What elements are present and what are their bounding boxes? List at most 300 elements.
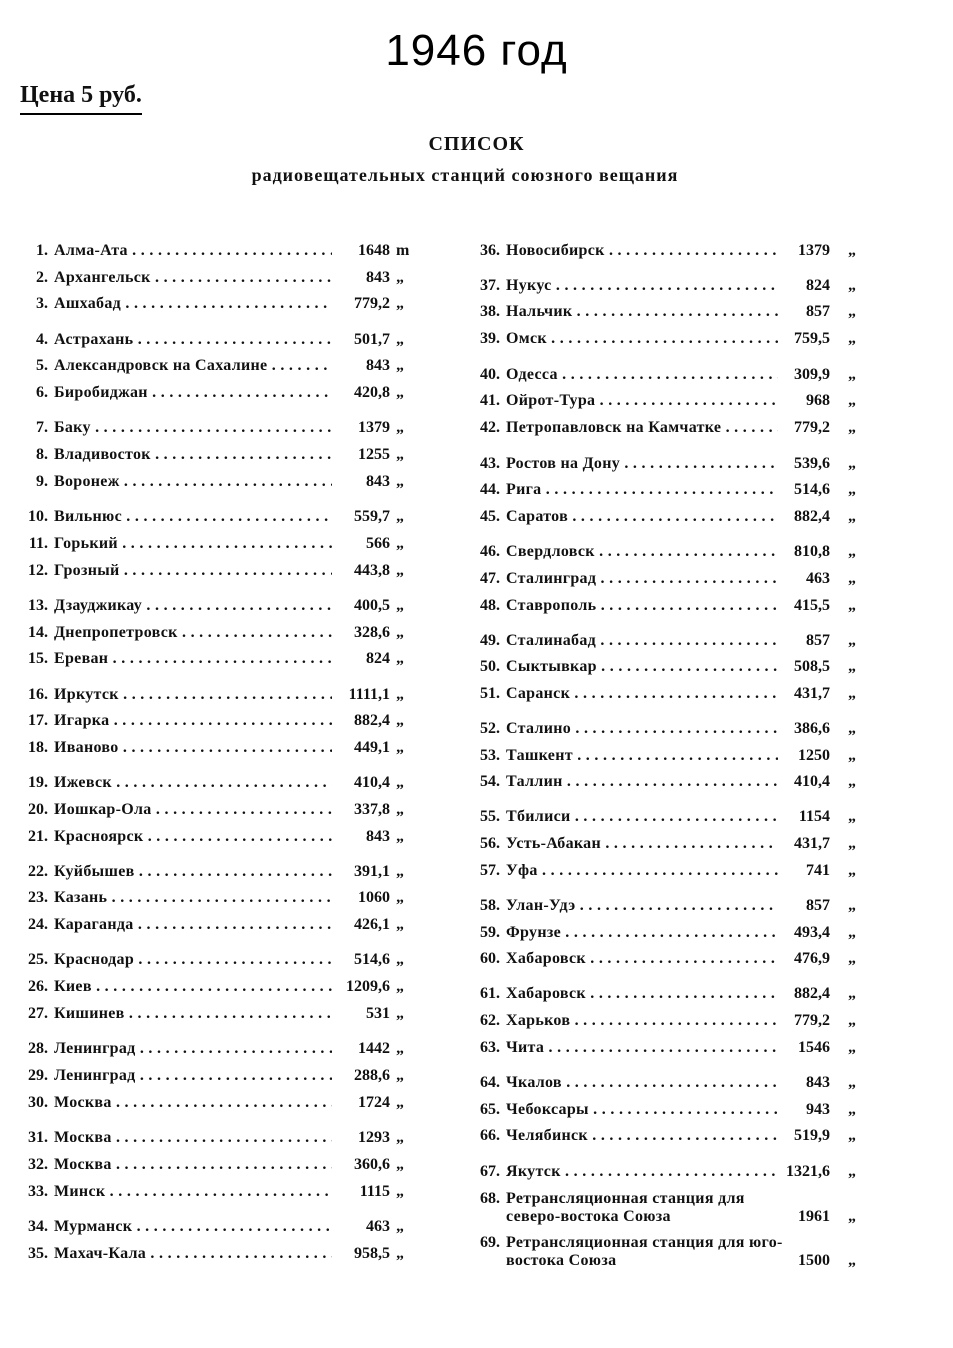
station-wavelength: 410,4 <box>354 774 390 791</box>
station-number: 65. <box>480 1101 500 1118</box>
station-name: Архангельск . . . <box>54 269 332 291</box>
station-name: Горький . . . <box>54 535 332 557</box>
station-number: 68. <box>480 1190 500 1207</box>
station-row <box>452 983 892 1009</box>
station-row <box>452 364 892 390</box>
station-wavelength: 1250 <box>798 747 830 764</box>
station-row <box>0 1038 440 1064</box>
station-row <box>0 355 440 381</box>
station-wavelength: 1060 <box>358 889 390 906</box>
station-name: Кишинев . . . <box>54 1005 332 1027</box>
station-wavelength: 410,4 <box>794 773 830 790</box>
station-row <box>452 595 892 621</box>
station-name: Омск . . . <box>506 330 778 352</box>
station-name: Москва . . . <box>54 1156 332 1178</box>
station-name: Днепропетровск . . . <box>54 624 332 646</box>
station-number: 13. <box>28 597 48 614</box>
station-number: 6. <box>36 384 48 401</box>
station-number: 3. <box>36 295 48 312</box>
station-wavelength: 415,5 <box>794 597 830 614</box>
station-row <box>452 479 892 505</box>
station-wavelength: 431,7 <box>794 685 830 702</box>
station-wavelength: 1961 <box>798 1208 830 1225</box>
station-number: 4. <box>36 331 48 348</box>
station-wavelength: 857 <box>806 897 830 914</box>
station-number: 58. <box>480 897 500 914</box>
station-row <box>452 275 892 301</box>
station-unit: „ <box>396 508 404 525</box>
station-name: Куйбышев . . . <box>54 863 332 885</box>
station-unit: „ <box>848 330 856 347</box>
station-number: 39. <box>480 330 500 347</box>
station-row <box>452 833 892 859</box>
station-row <box>452 568 892 594</box>
station-row <box>0 949 440 975</box>
station-wavelength: 968 <box>806 392 830 409</box>
station-wavelength: 759,5 <box>794 330 830 347</box>
station-unit: „ <box>396 269 404 286</box>
station-wavelength: 514,6 <box>354 951 390 968</box>
price-label: Цена 5 руб. <box>20 82 142 115</box>
station-unit: „ <box>396 801 404 818</box>
station-unit: „ <box>396 1129 404 1146</box>
station-number: 8. <box>36 446 48 463</box>
station-row <box>0 382 440 408</box>
station-name: Усть-Абакан . . . <box>506 835 778 857</box>
station-unit: „ <box>396 419 404 436</box>
station-row <box>452 1161 892 1187</box>
station-wavelength: 1379 <box>358 419 390 436</box>
station-number: 29. <box>28 1067 48 1084</box>
station-unit: „ <box>848 303 856 320</box>
station-number: 18. <box>28 739 48 756</box>
station-number: 17. <box>28 712 48 729</box>
station-unit: „ <box>396 686 404 703</box>
station-unit: „ <box>848 862 856 879</box>
station-number: 33. <box>28 1183 48 1200</box>
station-unit: „ <box>396 978 404 995</box>
station-wavelength: 1379 <box>798 242 830 259</box>
station-unit: „ <box>848 419 856 436</box>
station-row <box>452 417 892 443</box>
station-unit: „ <box>848 392 856 409</box>
station-unit: „ <box>848 808 856 825</box>
station-number: 22. <box>28 863 48 880</box>
station-number: 32. <box>28 1156 48 1173</box>
station-unit: „ <box>396 916 404 933</box>
station-number: 14. <box>28 624 48 641</box>
station-wavelength: 1293 <box>358 1129 390 1146</box>
station-number: 69. <box>480 1234 500 1251</box>
station-name: Караганда . . . <box>54 916 332 938</box>
station-row <box>452 948 892 974</box>
station-row <box>0 506 440 532</box>
station-number: 36. <box>480 242 500 259</box>
station-name: Ретрансляционная станция для юго-востока Союза <box>506 1234 783 1269</box>
station-row <box>0 1243 440 1269</box>
station-row <box>452 1125 892 1151</box>
station-row <box>0 710 440 736</box>
station-row <box>0 684 440 710</box>
station-name: Минск . . . <box>54 1183 332 1205</box>
station-name: Краснодар . . . <box>54 951 332 973</box>
station-row <box>452 328 892 354</box>
station-unit: „ <box>396 1005 404 1022</box>
station-wavelength: 1255 <box>358 446 390 463</box>
station-wavelength: 431,7 <box>794 835 830 852</box>
station-number: 16. <box>28 686 48 703</box>
station-wavelength: 426,1 <box>354 916 390 933</box>
station-wavelength: 1724 <box>358 1094 390 1111</box>
station-number: 15. <box>28 650 48 667</box>
station-unit: „ <box>848 835 856 852</box>
station-row <box>452 1234 892 1269</box>
station-wavelength: 309,9 <box>794 366 830 383</box>
station-wavelength: 843 <box>366 269 390 286</box>
station-unit: „ <box>848 543 856 560</box>
station-row <box>452 390 892 416</box>
station-wavelength: 824 <box>366 650 390 667</box>
station-name: Ижевск . . . <box>54 774 332 796</box>
station-row <box>0 417 440 443</box>
station-wavelength: 386,6 <box>794 720 830 737</box>
station-row <box>452 860 892 886</box>
station-unit: „ <box>396 446 404 463</box>
station-number: 5. <box>36 357 48 374</box>
station-wavelength: 400,5 <box>354 597 390 614</box>
station-name: Саратов . . . <box>506 508 778 530</box>
station-wavelength: 514,6 <box>794 481 830 498</box>
station-row <box>0 533 440 559</box>
station-row <box>0 595 440 621</box>
station-number: 24. <box>28 916 48 933</box>
station-wavelength: 958,5 <box>354 1245 390 1262</box>
station-name: Сталинград . . . <box>506 570 778 592</box>
station-unit: „ <box>848 242 856 259</box>
station-row <box>0 861 440 887</box>
station-row <box>0 1065 440 1091</box>
station-number: 2. <box>36 269 48 286</box>
station-number: 59. <box>480 924 500 941</box>
station-name: Ташкент . . . <box>506 747 778 769</box>
station-wavelength: 1321,6 <box>786 1163 830 1180</box>
station-unit: „ <box>848 985 856 1002</box>
station-number: 10. <box>28 508 48 525</box>
station-number: 23. <box>28 889 48 906</box>
station-number: 56. <box>480 835 500 852</box>
station-number: 27. <box>28 1005 48 1022</box>
station-number: 46. <box>480 543 500 560</box>
station-number: 28. <box>28 1040 48 1057</box>
station-row <box>0 329 440 355</box>
station-wavelength: 443,8 <box>354 562 390 579</box>
station-number: 11. <box>28 535 48 552</box>
station-name: Красноярск . . . <box>54 828 332 850</box>
station-row <box>0 1003 440 1029</box>
station-unit: „ <box>848 1074 856 1091</box>
station-wavelength: 449,1 <box>354 739 390 756</box>
station-number: 41. <box>480 392 500 409</box>
station-row <box>0 622 440 648</box>
station-unit: „ <box>848 481 856 498</box>
station-row <box>452 1190 892 1225</box>
station-unit: „ <box>848 747 856 764</box>
station-wavelength: 493,4 <box>794 924 830 941</box>
station-row <box>0 267 440 293</box>
station-name: Астрахань . . . <box>54 331 332 353</box>
station-number: 44. <box>480 481 500 498</box>
station-number: 45. <box>480 508 500 525</box>
station-row <box>0 1127 440 1153</box>
station-unit: „ <box>396 562 404 579</box>
station-name: Нальчик . . . <box>506 303 778 325</box>
list-subtitle: радиовещательных станций союзного вещания <box>251 165 679 185</box>
station-unit: „ <box>848 632 856 649</box>
station-wavelength: 1115 <box>359 1183 390 1200</box>
station-row <box>452 683 892 709</box>
station-row <box>0 887 440 913</box>
station-unit: „ <box>396 1183 404 1200</box>
station-number: 66. <box>480 1127 500 1144</box>
station-number: 31. <box>28 1129 48 1146</box>
station-name: Чебоксары . . . <box>506 1101 778 1123</box>
station-name: Таллин . . . <box>506 773 778 795</box>
year-heading: 1946 год <box>385 26 568 75</box>
station-name: Вильнюс . . . <box>54 508 332 530</box>
station-unit: „ <box>396 739 404 756</box>
station-wavelength: 328,6 <box>354 624 390 641</box>
station-number: 53. <box>480 747 500 764</box>
station-unit: „ <box>396 1067 404 1084</box>
station-unit: „ <box>848 1127 856 1144</box>
station-wavelength: 843 <box>366 828 390 845</box>
station-name: Киев . . . <box>54 978 332 1000</box>
station-unit: „ <box>848 508 856 525</box>
station-number: 61. <box>480 985 500 1002</box>
station-unit: „ <box>396 535 404 552</box>
station-wavelength: 857 <box>806 303 830 320</box>
station-wavelength: 1648 <box>358 242 390 259</box>
station-number: 26. <box>28 978 48 995</box>
station-name: Ростов на Дону . . . <box>506 455 778 477</box>
station-row <box>0 471 440 497</box>
station-row <box>0 560 440 586</box>
station-wavelength: 501,7 <box>354 331 390 348</box>
station-row <box>0 737 440 763</box>
station-wavelength: 337,8 <box>354 801 390 818</box>
station-row <box>452 301 892 327</box>
station-row <box>0 772 440 798</box>
station-name: Уфа . . . <box>506 862 778 884</box>
station-unit: „ <box>396 384 404 401</box>
station-number: 60. <box>480 950 500 967</box>
station-wavelength: 741 <box>806 862 830 879</box>
station-row <box>452 718 892 744</box>
station-name: Харьков . . . <box>506 1012 778 1034</box>
station-number: 55. <box>480 808 500 825</box>
station-unit: „ <box>396 597 404 614</box>
station-unit: „ <box>396 774 404 791</box>
station-number: 51. <box>480 685 500 702</box>
station-wavelength: 1500 <box>798 1252 830 1269</box>
station-wavelength: 566 <box>366 535 390 552</box>
station-row <box>0 648 440 674</box>
station-name: Александровск на Сахалине . . . <box>54 357 332 379</box>
station-unit: „ <box>396 1156 404 1173</box>
station-wavelength: 779,2 <box>354 295 390 312</box>
station-wavelength: 779,2 <box>794 419 830 436</box>
station-unit: „ <box>396 650 404 667</box>
station-number: 34. <box>28 1218 48 1235</box>
station-wavelength: 882,4 <box>794 508 830 525</box>
station-unit: „ <box>396 295 404 312</box>
station-unit: „ <box>848 1012 856 1029</box>
station-name: Чита . . . <box>506 1039 778 1061</box>
station-number: 12. <box>28 562 48 579</box>
station-name: Игарка . . . <box>54 712 332 734</box>
station-unit: „ <box>396 712 404 729</box>
station-wavelength: 1154 <box>798 808 830 825</box>
station-name: Алма-Ата . . . <box>54 242 332 264</box>
station-unit: „ <box>396 863 404 880</box>
station-wavelength: 508,5 <box>794 658 830 675</box>
station-unit: „ <box>848 685 856 702</box>
station-name: Ленинград . . . <box>54 1067 332 1089</box>
station-name: Улан-Удэ . . . <box>506 897 778 919</box>
station-wavelength: 810,8 <box>794 543 830 560</box>
station-name: Биробиджан . . . <box>54 384 332 406</box>
station-name: Грозный . . . <box>54 562 332 584</box>
station-wavelength: 539,6 <box>794 455 830 472</box>
station-unit: „ <box>396 1094 404 1111</box>
station-wavelength: 843 <box>366 357 390 374</box>
station-row <box>452 506 892 532</box>
station-row <box>452 895 892 921</box>
station-number: 20. <box>28 801 48 818</box>
station-number: 63. <box>480 1039 500 1056</box>
station-unit: „ <box>848 570 856 587</box>
station-name: Фрунзе . . . <box>506 924 778 946</box>
station-name: Казань . . . <box>54 889 332 911</box>
station-unit: „ <box>848 658 856 675</box>
station-wavelength: 857 <box>806 632 830 649</box>
station-row <box>452 1010 892 1036</box>
station-name: Москва . . . <box>54 1129 332 1151</box>
station-number: 48. <box>480 597 500 614</box>
station-number: 42. <box>480 419 500 436</box>
station-number: 25. <box>28 951 48 968</box>
station-wavelength: 824 <box>806 277 830 294</box>
station-unit: „ <box>396 357 404 374</box>
station-wavelength: 779,2 <box>794 1012 830 1029</box>
station-unit: „ <box>396 828 404 845</box>
station-unit: „ <box>396 889 404 906</box>
list-title: СПИСОК <box>428 133 525 155</box>
station-name: Ретрансляционная станция для северо-востока Союза <box>506 1190 745 1225</box>
station-wavelength: 1546 <box>798 1039 830 1056</box>
station-number: 47. <box>480 570 500 587</box>
station-unit: „ <box>848 455 856 472</box>
station-row <box>452 771 892 797</box>
station-row <box>452 745 892 771</box>
station-number: 7. <box>36 419 48 436</box>
station-wavelength: 882,4 <box>354 712 390 729</box>
station-name: Владивосток . . . <box>54 446 332 468</box>
station-unit: „ <box>848 597 856 614</box>
station-name: Рига . . . <box>506 481 778 503</box>
station-name: Петропавловск на Камчатке . . . <box>506 419 778 441</box>
station-wavelength: 476,9 <box>794 950 830 967</box>
station-row <box>0 826 440 852</box>
station-name: Сыктывкар . . . <box>506 658 778 680</box>
station-unit: „ <box>848 897 856 914</box>
station-row <box>0 799 440 825</box>
station-row <box>452 656 892 682</box>
station-row <box>452 240 892 266</box>
station-name: Сталино . . . <box>506 720 778 742</box>
station-number: 50. <box>480 658 500 675</box>
station-unit: „ <box>848 950 856 967</box>
station-wavelength: 1111,1 <box>348 686 390 703</box>
station-name: Махач-Кала . . . <box>54 1245 332 1267</box>
station-wavelength: 519,9 <box>794 1127 830 1144</box>
station-unit: „ <box>848 1039 856 1056</box>
station-name: Ставрополь . . . <box>506 597 778 619</box>
station-row <box>452 922 892 948</box>
station-number: 1. <box>36 242 48 259</box>
station-name: Тбилиси . . . <box>506 808 778 830</box>
station-wavelength: 882,4 <box>794 985 830 1002</box>
station-name: Хабаровск . . . <box>506 950 778 972</box>
station-row <box>452 630 892 656</box>
station-unit: „ <box>396 331 404 348</box>
station-unit: „ <box>396 473 404 490</box>
station-row <box>452 1037 892 1063</box>
station-row <box>0 1092 440 1118</box>
station-unit: „ <box>396 1245 404 1262</box>
station-number: 38. <box>480 303 500 320</box>
station-wavelength: 288,6 <box>354 1067 390 1084</box>
station-name: Якутск . . . <box>506 1163 778 1185</box>
station-wavelength: 843 <box>806 1074 830 1091</box>
station-name: Ленинград . . . <box>54 1040 332 1062</box>
station-unit: „ <box>848 1101 856 1118</box>
station-name: Чкалов . . . <box>506 1074 778 1096</box>
station-number: 62. <box>480 1012 500 1029</box>
station-wavelength: 843 <box>366 473 390 490</box>
station-number: 35. <box>28 1245 48 1262</box>
station-wavelength: 559,7 <box>354 508 390 525</box>
station-name: Москва . . . <box>54 1094 332 1116</box>
station-row <box>0 914 440 940</box>
station-row <box>0 1216 440 1242</box>
station-unit: „ <box>848 1163 856 1180</box>
station-wavelength: 391,1 <box>354 863 390 880</box>
station-unit: „ <box>848 1252 856 1269</box>
station-row <box>452 806 892 832</box>
station-row <box>0 293 440 319</box>
station-name: Мурманск . . . <box>54 1218 332 1240</box>
station-name: Баку . . . <box>54 419 332 441</box>
station-unit: „ <box>848 924 856 941</box>
station-row <box>452 1099 892 1125</box>
station-name: Нукус . . . <box>506 277 778 299</box>
station-number: 54. <box>480 773 500 790</box>
station-name: Ашхабад . . . <box>54 295 332 317</box>
station-unit: „ <box>396 624 404 641</box>
station-name: Свердловск . . . <box>506 543 778 565</box>
station-name: Ереван . . . <box>54 650 332 672</box>
